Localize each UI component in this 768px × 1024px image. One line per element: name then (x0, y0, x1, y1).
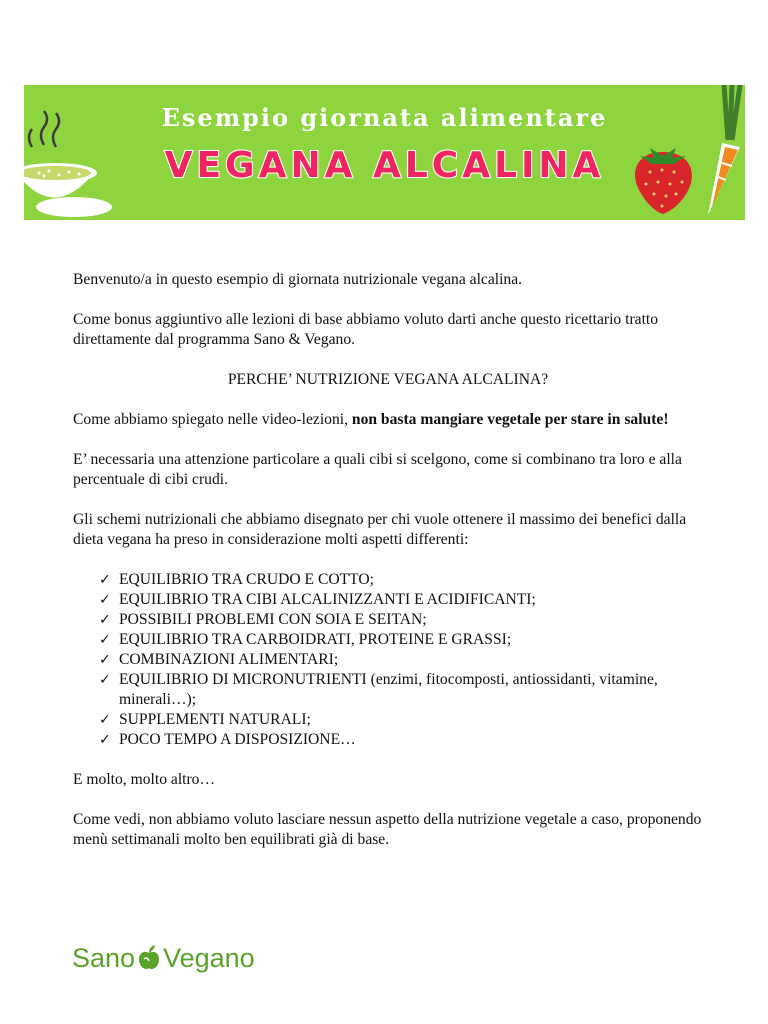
check-icon: ✓ (99, 712, 111, 728)
check-icon: ✓ (99, 652, 111, 668)
video-lessons-text: Come abbiamo spiegato nelle video-lezioni, (73, 411, 352, 428)
list-item: ✓ EQUILIBRIO TRA CIBI ALCALINIZZANTI E ACIDIFICANTI; (99, 591, 536, 608)
check-icon: ✓ (99, 612, 111, 628)
much-more-paragraph: E molto, molto altro… (73, 771, 216, 788)
header-banner (24, 85, 745, 220)
schemes-paragraph: Gli schemi nutrizionali che abbiamo disegnato per chi vuole ottenere il massimo dei benefici dalla dieta vegana ha preso in considerazione molti aspetti differenti: (73, 511, 687, 548)
list-item: ✓ POCO TEMPO A DISPOSIZIONE… (99, 731, 356, 748)
carrot-icon (700, 85, 745, 220)
list-item: ✓ COMBINAZIONI ALIMENTARI; (99, 651, 339, 668)
logo-word-vegano: Vegano (163, 942, 255, 973)
check-icon: ✓ (99, 592, 111, 608)
aspects-checklist (73, 570, 703, 750)
video-lessons-paragraph (73, 410, 703, 430)
check-icon: ✓ (99, 672, 111, 688)
attention-paragraph: E’ necessaria una attenzione particolare a quali cibi si scelgono, come si combinano tra loro e alla percentuale di cibi crudi. (73, 451, 682, 488)
list-item: ✓ EQUILIBRIO DI MICRONUTRIENTI (enzimi, fitocomposti, antiossidanti, vitamine, minerali…); (99, 671, 658, 708)
logo-word-sano: Sano (72, 942, 136, 973)
bonus-paragraph: Come bonus aggiuntivo alle lezioni di base abbiamo voluto darti anche questo ricettario tratto direttamente dal programma Sano & Vegano. (73, 311, 659, 348)
banner-title: VEGANA ALCALINA (164, 145, 605, 186)
list-item: ✓ SUPPLEMENTI NATURALI; (99, 711, 311, 728)
check-icon: ✓ (99, 632, 111, 648)
intro-paragraph: Benvenuto/a in questo esempio di giornata nutrizionale vegana alcalina. (73, 271, 523, 288)
check-icon: ✓ (99, 732, 111, 748)
check-icon: ✓ (99, 572, 111, 588)
section-heading: PERCHE’ NUTRIZIONE VEGANA ALCALINA? (227, 371, 549, 388)
list-item: ✓ EQUILIBRIO TRA CARBOIDRATI, PROTEINE E GRASSI; (99, 631, 512, 648)
list-item: ✓ POSSIBILI PROBLEMI CON SOIA E SEITAN; (99, 611, 427, 628)
list-item: ✓ EQUILIBRIO TRA CRUDO E COTTO; (99, 571, 374, 588)
banner-subtitle: Esempio giornata alimentare (161, 103, 608, 132)
closing-paragraph: Come vedi, non abbiamo voluto lasciare nessun aspetto della nutrizione vegetale a caso, proponendo menù settimanali molto ben equilibrati già di base. (73, 811, 702, 848)
video-lessons-bold-text: non basta mangiare vegetale per stare in salute! (351, 411, 669, 428)
apple-leaf-icon (137, 945, 161, 971)
sano-vegano-logo (72, 938, 255, 978)
document-body (73, 270, 703, 870)
strawberry-icon (628, 140, 698, 220)
